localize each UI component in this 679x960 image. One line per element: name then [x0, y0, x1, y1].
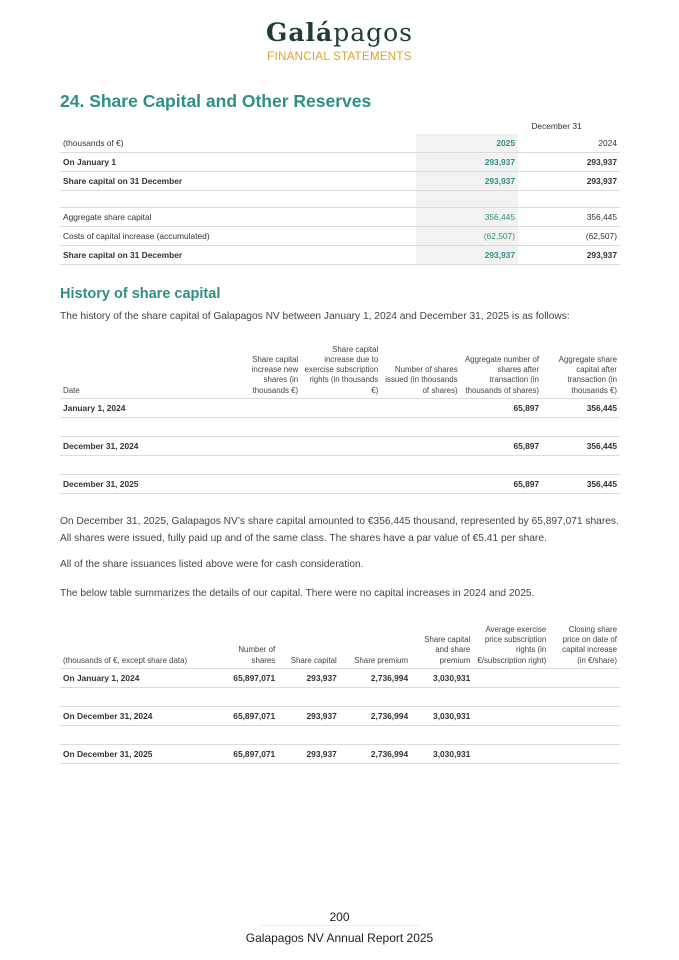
- col-share-premium: Share premium: [340, 620, 411, 669]
- table-header-row: [60, 134, 620, 153]
- share-capital-table: [60, 118, 620, 265]
- col-subscription-rights: Share capital increase due to exercise subscription rights (in thousands €): [301, 338, 381, 399]
- group-header: December 31: [531, 121, 582, 131]
- page-title: 24. Share Capital and Other Reserves: [60, 91, 372, 111]
- table-row: Aggregate share capital 356,445 356,445: [60, 208, 620, 227]
- section-subtitle: FINANCIAL STATEMENTS: [267, 51, 412, 63]
- page-footer: [0, 910, 679, 945]
- col-capital-and-premium: Share capital and share premium: [411, 620, 473, 669]
- table-row: Share capital on 31 December 293,937 293,937: [60, 246, 620, 265]
- galapagos-logo: [0, 18, 679, 48]
- paragraph-capital-summary: The below table summarizes the details of our capital. There were no capital increases in 2024 and 2025.: [60, 588, 535, 599]
- history-intro: The history of the share capital of Galapagos NV between January 1, 2024 and December 31, 2025 is as follows:: [60, 311, 570, 322]
- col-shares-issued: Number of shares issued (in thousands of shares): [381, 338, 460, 399]
- col-aggregate-shares: Aggregate number of shares after transaction (in thousands of shares): [461, 338, 542, 399]
- report-title: Galapagos NV Annual Report 2025: [245, 931, 434, 945]
- table-row: January 1, 2024 65,897 356,445: [60, 399, 620, 418]
- table-group-header-row: [60, 118, 620, 134]
- logo-light-part: pagos: [333, 18, 414, 47]
- table-spacer-row: [60, 418, 620, 437]
- table-spacer-row: [60, 191, 620, 208]
- table-header-row: [60, 338, 620, 399]
- col-2024: 2024: [518, 134, 620, 153]
- table-spacer-row: [60, 456, 620, 475]
- table-row: December 31, 2025 65,897 356,445: [60, 475, 620, 494]
- page-header: [0, 18, 679, 63]
- history-table: [60, 338, 620, 494]
- table-row: On December 31, 2024 65,897,071 293,937 2,736,994 3,030,931: [60, 707, 620, 726]
- col-new-shares: Share capital increase new shares (in thousands €): [227, 338, 301, 399]
- table-row: On January 1 293,937 293,937: [60, 153, 620, 172]
- table-row: On January 1, 2024 65,897,071 293,937 2,736,994 3,030,931: [60, 669, 620, 688]
- paragraph-share-capital: On December 31, 2025, Galapagos NV’s share capital amounted to €356,445 thousand, represented by 65,897,071 shares. All shares were issued, fully paid up and of the same class. The shares have a par value of €5.41 per share.: [60, 516, 619, 544]
- logo-bold-part: Galá: [265, 18, 334, 47]
- table-row: Costs of capital increase (accumulated) (62,507) (62,507): [60, 227, 620, 246]
- col-aggregate-capital: Aggregate share capital after transaction (in thousands €): [542, 338, 620, 399]
- table-spacer-row: [60, 688, 620, 707]
- table-row: December 31, 2024 65,897 356,445: [60, 437, 620, 456]
- capital-details-table: [60, 620, 620, 764]
- table-header-row: [60, 620, 620, 669]
- col-share-capital: Share capital: [278, 620, 340, 669]
- col-label: (thousands of €, except share data): [60, 620, 214, 669]
- table-row: On December 31, 2025 65,897,071 293,937 2,736,994 3,030,931: [60, 745, 620, 764]
- col-date: Date: [60, 338, 227, 399]
- history-heading: History of share capital: [60, 286, 221, 302]
- page-number: 200: [329, 910, 350, 924]
- table-spacer-row: [60, 726, 620, 745]
- col-2025: 2025: [416, 134, 518, 153]
- footer-divider: [260, 925, 420, 926]
- col-avg-exercise-price: Average exercise price subscription rights (in €/subscription right): [473, 620, 549, 669]
- unit-label: (thousands of €): [60, 134, 416, 153]
- col-number-of-shares: Number of shares: [214, 620, 278, 669]
- col-closing-price: Closing share price on date of capital increase (in €/share): [549, 620, 620, 669]
- table-row: Share capital on 31 December 293,937 293,937: [60, 172, 620, 191]
- paragraph-cash-consideration: All of the share issuances listed above were for cash consideration.: [60, 559, 364, 570]
